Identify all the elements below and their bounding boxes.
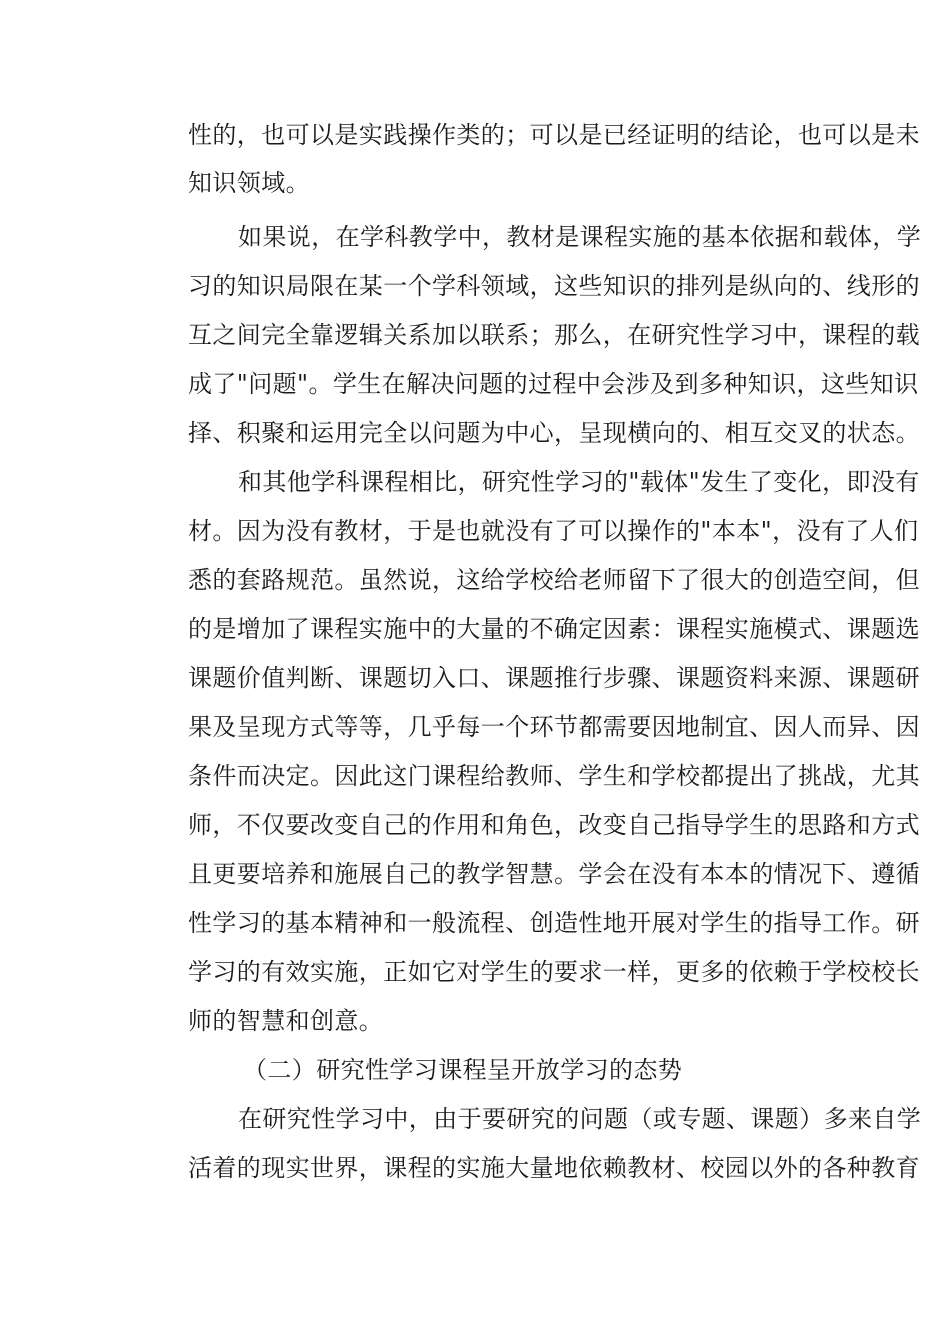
text-line: 学习的有效实施，正如它对学生的要求一样，更多的依赖于学校校长 xyxy=(188,958,920,986)
paragraph-first-line: 和其他学科课程相比，研究性学习的"载体"发生了变化，即没有 xyxy=(238,468,920,496)
text-line: 习的知识局限在某一个学科领域，这些知识的排列是纵向的、线形的 xyxy=(188,272,920,300)
text-line: 的是增加了课程实施中的大量的不确定因素：课程实施模式、课题选 xyxy=(188,615,920,643)
section-heading: （二）研究性学习课程呈开放学习的态势 xyxy=(243,1056,683,1084)
paragraph-first-line: 在研究性学习中，由于要研究的问题（或专题、课题）多来自学 xyxy=(238,1105,922,1133)
text-line: 活着的现实世界，课程的实施大量地依赖教材、校园以外的各种教育 xyxy=(188,1154,920,1182)
text-line: 悉的套路规范。虽然说，这给学校给老师留下了很大的创造空间，但 xyxy=(188,566,920,594)
text-line: 师的智慧和创意。 xyxy=(188,1007,384,1035)
text-line: 成了"问题"。学生在解决问题的过程中会涉及到多种知识，这些知识 xyxy=(188,370,919,398)
text-line: 择、积聚和运用完全以问题为中心，呈现横向的、相互交叉的状态。 xyxy=(188,419,920,447)
text-line: 性学习的基本精神和一般流程、创造性地开展对学生的指导工作。研 xyxy=(188,909,920,937)
text-line: 师，不仅要改变自己的作用和角色，改变自己指导学生的思路和方式 xyxy=(188,811,920,839)
text-line: 知识领域。 xyxy=(188,169,310,197)
text-line: 果及呈现方式等等，几乎每一个环节都需要因地制宜、因人而异、因 xyxy=(188,713,920,741)
text-line: 性的，也可以是实践操作类的；可以是已经证明的结论，也可以是未 xyxy=(188,121,920,149)
text-line: 材。因为没有教材，于是也就没有了可以操作的"本本"，没有了人们 xyxy=(188,517,919,545)
text-line: 且更要培养和施展自己的教学智慧。学会在没有本本的情况下、遵循 xyxy=(188,860,920,888)
paragraph-first-line: 如果说，在学科教学中，教材是课程实施的基本依据和载体，学 xyxy=(238,223,922,251)
text-line: 条件而决定。因此这门课程给教师、学生和学校都提出了挑战，尤其 xyxy=(188,762,920,790)
text-line: 互之间完全靠逻辑关系加以联系；那么，在研究性学习中，课程的载 xyxy=(188,321,920,349)
text-line: 课题价值判断、课题切入口、课题推行步骤、课题资料来源、课题研 xyxy=(188,664,920,692)
